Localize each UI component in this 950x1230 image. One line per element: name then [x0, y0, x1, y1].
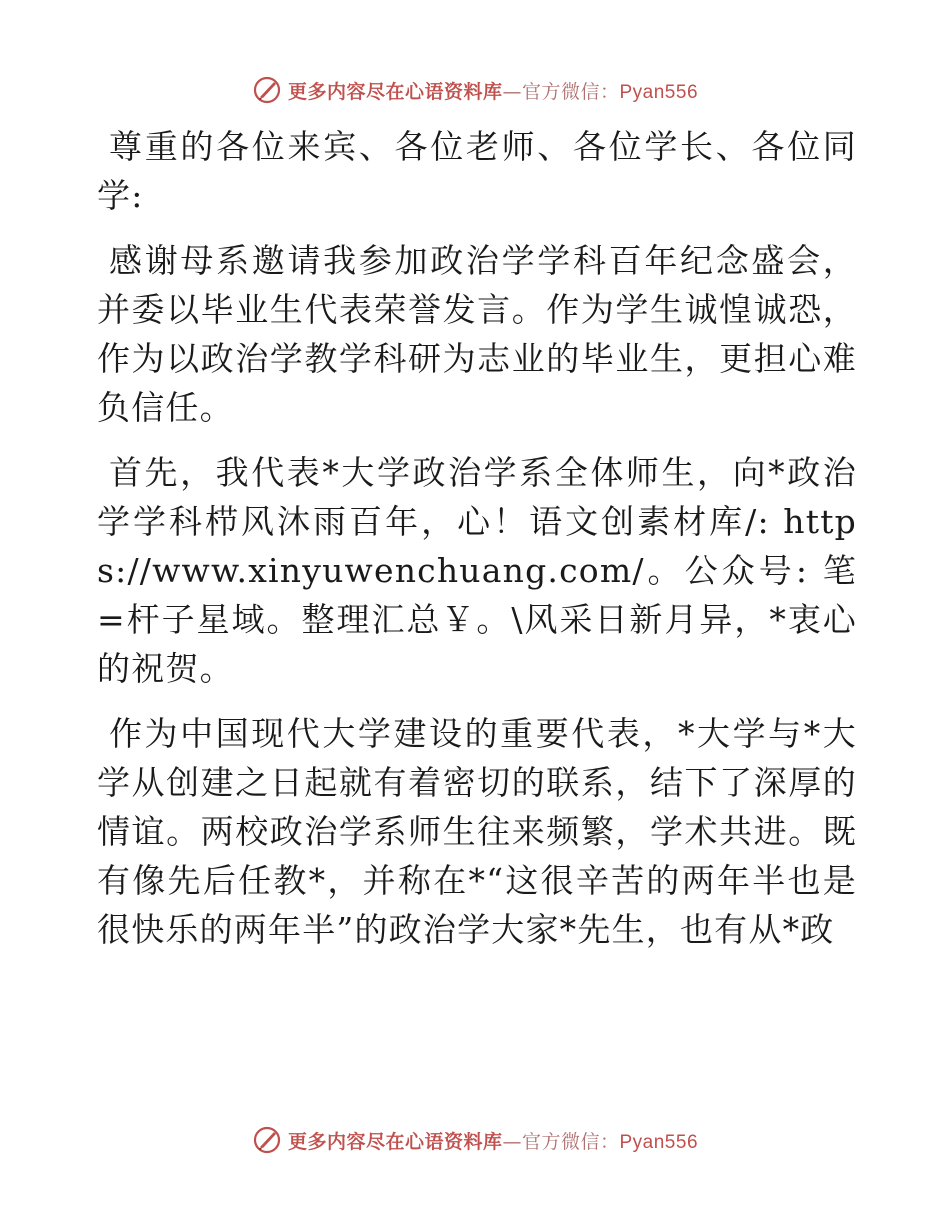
- paragraph-greeting: 尊重的各位来宾、各位老师、各位学长、各位同学:: [97, 127, 857, 215]
- banner-brand-text: 更多内容尽在心语资料库: [287, 1130, 503, 1153]
- banner-wechat-label: —官方微信：: [502, 80, 620, 103]
- paragraph-thanks: 感谢母系邀请我参加政治学学科百年纪念盛会，并委以毕业生代表荣誉发言。作为学生诚惶诚恐，作为以政治学教学科研为志业的毕业生，更担心难负信任。: [97, 241, 857, 427]
- banner-wechat-id: Pyan556: [619, 81, 699, 103]
- quill-pen-logo-icon: [252, 75, 282, 105]
- paragraph-history: 作为中国现代大学建设的重要代表，*大学与*大学从创建之日起就有着密切的联系，结下了深厚的情谊。两校政治学系师生往来频繁，学术共进。既有像先后任教*，并称在*“这很辛苦的两年半也是很快乐的两年半”的政治学大家*先生，也有从*政: [97, 714, 857, 949]
- banner-brand-text: 更多内容尽在心语资料库: [287, 80, 503, 103]
- quill-pen-logo-icon: [252, 1125, 282, 1155]
- header-watermark-banner: [0, 70, 950, 110]
- banner-text: [288, 77, 698, 104]
- banner-wechat-label: —官方微信：: [502, 1130, 620, 1153]
- footer-watermark-banner: [0, 1120, 950, 1160]
- paragraph-congratulations: 首先，我代表*大学政治学系全体师生，向*政治学学科栉风沐雨百年，心！语文创素材库/: https://www.xinyuwenchuang.com/。公众号: 笔=杆子星域。整理汇总￥。\风采日新月异，*衷心的祝贺。: [97, 453, 857, 688]
- document-body: [97, 122, 857, 970]
- banner-wechat-id: Pyan556: [619, 1131, 699, 1153]
- banner-text: [288, 1127, 698, 1154]
